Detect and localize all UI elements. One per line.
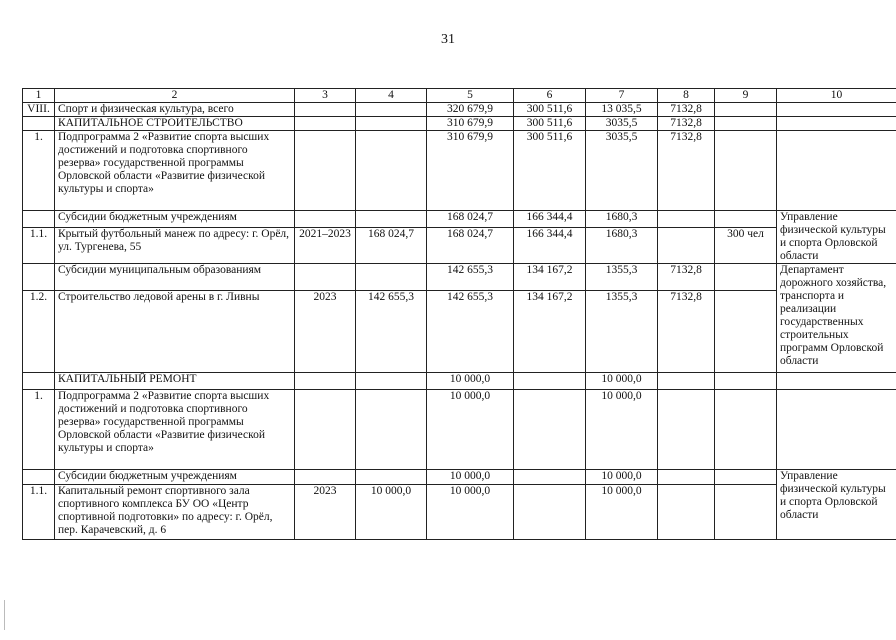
cell-total: 168 024,7 — [427, 211, 514, 228]
cell-local — [658, 485, 715, 540]
cell-local — [658, 373, 715, 390]
header-cell: 4 — [356, 89, 427, 103]
cell-num — [23, 264, 55, 291]
table-row — [23, 103, 896, 117]
cell-num: 1.1. — [23, 485, 55, 540]
cell-num: VIII. — [23, 103, 55, 117]
cell-local — [658, 211, 715, 228]
cell-cost — [356, 470, 427, 485]
cell-name: Капитальный ремонт спортивного зала спортивного комплекса БУ ОО «Центр спортивной подготовки» по адресу: г. Орёл, пер. Карачевский, д. 6 — [55, 485, 295, 540]
table-row — [23, 390, 896, 470]
cell-federal: 300 511,6 — [514, 131, 586, 211]
cell-local: 7132,8 — [658, 264, 715, 291]
cell-cost: 10 000,0 — [356, 485, 427, 540]
cell-capacity — [715, 264, 777, 291]
cell-period — [295, 373, 356, 390]
header-cell: 7 — [586, 89, 658, 103]
cell-regional: 1680,3 — [586, 228, 658, 264]
cell-period — [295, 390, 356, 470]
cell-total: 10 000,0 — [427, 470, 514, 485]
cell-executor: Управление физической культуры и спорта Орловской области — [777, 470, 896, 540]
cell-period — [295, 131, 356, 211]
cell-local: 7132,8 — [658, 117, 715, 131]
table-row — [23, 228, 896, 264]
cell-period — [295, 103, 356, 117]
table-row — [23, 131, 896, 211]
cell-total: 142 655,3 — [427, 291, 514, 373]
cell-cost: 168 024,7 — [356, 228, 427, 264]
cell-num: 1. — [23, 390, 55, 470]
cell-regional: 3035,5 — [586, 131, 658, 211]
header-cell: 6 — [514, 89, 586, 103]
cell-executor — [777, 131, 896, 211]
cell-capacity: 300 чел — [715, 228, 777, 264]
cell-period — [295, 264, 356, 291]
table-row — [23, 470, 896, 485]
cell-num: 1.2. — [23, 291, 55, 373]
cell-period: 2021–2023 — [295, 228, 356, 264]
cell-federal — [514, 470, 586, 485]
scan-edge-mark — [4, 600, 5, 630]
cell-regional: 10 000,0 — [586, 485, 658, 540]
cell-regional: 13 035,5 — [586, 103, 658, 117]
table-row — [23, 373, 896, 390]
cell-federal: 300 511,6 — [514, 117, 586, 131]
cell-executor: Департамент дорожного хозяйства, транспорта и реализации государственных строительных программ Орловской области — [777, 264, 896, 373]
cell-local: 7132,8 — [658, 103, 715, 117]
cell-local — [658, 470, 715, 485]
table-row — [23, 117, 896, 131]
cell-executor — [777, 373, 896, 390]
cell-regional: 10 000,0 — [586, 470, 658, 485]
cell-name: Субсидии муниципальным образованиям — [55, 264, 295, 291]
cell-regional: 1355,3 — [586, 291, 658, 373]
cell-total: 10 000,0 — [427, 373, 514, 390]
cell-total: 310 679,9 — [427, 131, 514, 211]
cell-period — [295, 470, 356, 485]
header-cell: 1 — [23, 89, 55, 103]
cell-num — [23, 470, 55, 485]
header-cell: 10 — [777, 89, 896, 103]
cell-name: КАПИТАЛЬНОЕ СТРОИТЕЛЬСТВО — [55, 117, 295, 131]
cell-num: 1.1. — [23, 228, 55, 264]
cell-federal — [514, 390, 586, 470]
cell-regional: 1355,3 — [586, 264, 658, 291]
cell-cost — [356, 103, 427, 117]
cell-name: Подпрограмма 2 «Развитие спорта высших достижений и подготовка спортивного резерва» государственной программы Орловской области «Развитие физической культуры и спорта» — [55, 131, 295, 211]
cell-name: Строительство ледовой арены в г. Ливны — [55, 291, 295, 373]
cell-period: 2023 — [295, 485, 356, 540]
cell-total: 320 679,9 — [427, 103, 514, 117]
cell-total: 168 024,7 — [427, 228, 514, 264]
cell-capacity — [715, 373, 777, 390]
cell-federal — [514, 373, 586, 390]
cell-period: 2023 — [295, 291, 356, 373]
table-row — [23, 485, 896, 540]
cell-capacity — [715, 211, 777, 228]
cell-cost — [356, 211, 427, 228]
cell-capacity — [715, 117, 777, 131]
cell-local — [658, 228, 715, 264]
budget-table — [22, 88, 896, 540]
cell-federal: 134 167,2 — [514, 291, 586, 373]
cell-cost — [356, 390, 427, 470]
cell-local: 7132,8 — [658, 291, 715, 373]
cell-federal — [514, 485, 586, 540]
table-row — [23, 211, 896, 228]
header-cell: 2 — [55, 89, 295, 103]
cell-regional: 10 000,0 — [586, 390, 658, 470]
cell-total: 10 000,0 — [427, 390, 514, 470]
header-cell: 8 — [658, 89, 715, 103]
cell-name: КАПИТАЛЬНЫЙ РЕМОНТ — [55, 373, 295, 390]
cell-name: Подпрограмма 2 «Развитие спорта высших достижений и подготовка спортивного резерва» государственной программы Орловской области «Развитие физической культуры и спорта» — [55, 390, 295, 470]
header-cell: 9 — [715, 89, 777, 103]
cell-executor — [777, 103, 896, 117]
cell-total: 310 679,9 — [427, 117, 514, 131]
cell-capacity — [715, 485, 777, 540]
cell-period — [295, 211, 356, 228]
cell-regional: 3035,5 — [586, 117, 658, 131]
cell-name: Субсидии бюджетным учреждениям — [55, 470, 295, 485]
cell-capacity — [715, 390, 777, 470]
cell-num — [23, 211, 55, 228]
cell-period — [295, 117, 356, 131]
cell-capacity — [715, 291, 777, 373]
cell-federal: 166 344,4 — [514, 211, 586, 228]
table-row — [23, 291, 896, 373]
cell-num: 1. — [23, 131, 55, 211]
cell-name: Спорт и физическая культура, всего — [55, 103, 295, 117]
cell-regional: 10 000,0 — [586, 373, 658, 390]
cell-federal: 300 511,6 — [514, 103, 586, 117]
header-cell: 5 — [427, 89, 514, 103]
cell-name: Крытый футбольный манеж по адресу: г. Орёл, ул. Тургенева, 55 — [55, 228, 295, 264]
cell-name: Субсидии бюджетным учреждениям — [55, 211, 295, 228]
cell-total: 10 000,0 — [427, 485, 514, 540]
cell-regional: 1680,3 — [586, 211, 658, 228]
header-row — [23, 89, 896, 103]
cell-cost — [356, 131, 427, 211]
cell-local: 7132,8 — [658, 131, 715, 211]
cell-num — [23, 117, 55, 131]
header-cell: 3 — [295, 89, 356, 103]
cell-capacity — [715, 470, 777, 485]
cell-num — [23, 373, 55, 390]
cell-executor — [777, 390, 896, 470]
cell-capacity — [715, 103, 777, 117]
cell-federal: 134 167,2 — [514, 264, 586, 291]
cell-cost — [356, 264, 427, 291]
page-number: 31 — [441, 32, 455, 47]
cell-total: 142 655,3 — [427, 264, 514, 291]
cell-federal: 166 344,4 — [514, 228, 586, 264]
cell-cost: 142 655,3 — [356, 291, 427, 373]
cell-cost — [356, 117, 427, 131]
cell-executor: Управление физической культуры и спорта Орловской области — [777, 211, 896, 264]
cell-local — [658, 390, 715, 470]
cell-cost — [356, 373, 427, 390]
cell-executor — [777, 117, 896, 131]
table-row — [23, 264, 896, 291]
cell-capacity — [715, 131, 777, 211]
